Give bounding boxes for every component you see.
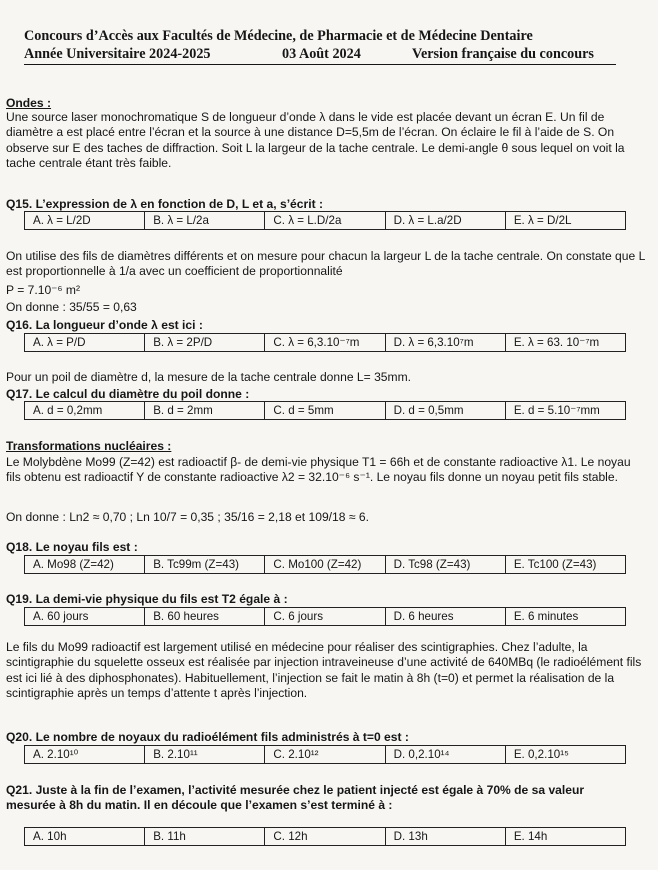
q15-option-d[interactable]: D. λ = L.a/2D — [386, 212, 506, 229]
ondes-paragraph-2: On utilise des fils de diamètres différents et on mesure pour chacun la largeur L de la tache centrale. On constate que L est proportionnelle à 1/a avec un coefficient de proportionnalité — [6, 249, 645, 279]
q17-options — [24, 401, 626, 420]
q17-option-a[interactable]: A. d = 0,2mm — [25, 402, 145, 419]
q15-option-b[interactable]: B. λ = L/2a — [145, 212, 265, 229]
question-q21: Q21. Juste à la fin de l’examen, l’activité mesurée chez le patient injecté est égale à 70% de sa valeur mesurée à 8h du matin. Il en découle que l’examen s’est terminé à : — [6, 783, 585, 813]
q21-option-d[interactable]: D. 13h — [386, 828, 506, 845]
ondes-paragraph-3: Pour un poil de diamètre d, la mesure de la tache centrale donne L= 35mm. — [6, 370, 412, 384]
q17-option-b[interactable]: B. d = 2mm — [145, 402, 265, 419]
q16-option-e[interactable]: E. λ = 63. 10⁻⁷m — [513, 336, 600, 349]
q21-options — [24, 827, 626, 846]
question-q19: Q19. La demi-vie physique du fils est T2 égale à : — [6, 592, 288, 606]
q18-option-c[interactable]: C. Mo100 (Z=42) — [265, 556, 385, 573]
q19-option-e[interactable]: E. 6 minutes — [513, 610, 579, 623]
nuclear-intro: Le Molybdène Mo99 (Z=42) est radioactif β- de demi-vie physique T1 = 66h et de constante radioactive λ1. Le noyau fils obtenu est radioactif Y de constante radioactive λ2 = 32.10⁻⁶ s⁻¹. Le noyau fils donne un noyau petit fils stable. — [6, 455, 631, 485]
question-q20: Q20. Le nombre de noyaux du radioélément fils administrés à t=0 est : — [6, 730, 409, 744]
q17-option-e[interactable]: E. d = 5.10⁻⁷mm — [513, 404, 600, 417]
q21-option-c[interactable]: C. 12h — [265, 828, 385, 845]
q20-option-e[interactable]: E. 0,2.10¹⁵ — [513, 748, 569, 761]
question-q18: Q18. Le noyau fils est : — [6, 540, 138, 554]
q19-option-d[interactable]: D. 6 heures — [386, 608, 506, 625]
q18-option-e[interactable]: E. Tc100 (Z=43) — [513, 558, 597, 571]
q17-option-d[interactable]: D. d = 0,5mm — [386, 402, 506, 419]
section-title-ondes: Ondes : — [6, 96, 52, 110]
q20-option-b[interactable]: B. 2.10¹¹ — [145, 746, 265, 763]
question-q17: Q17. Le calcul du diamètre du poil donne : — [6, 387, 250, 401]
q18-option-d[interactable]: D. Tc98 (Z=43) — [386, 556, 506, 573]
q21-option-e[interactable]: E. 14h — [513, 830, 548, 843]
proportionality-coefficient: P = 7.10⁻⁶ m² — [6, 283, 80, 297]
ondes-given-values: On donne : 35/55 = 0,63 — [6, 300, 137, 314]
header-title: Concours d’Accès aux Facultés de Médecine, de Pharmacie et de Médecine Dentaire — [24, 28, 533, 44]
question-q16: Q16. La longueur d’onde λ est ici : — [6, 318, 203, 332]
q20-option-a[interactable]: A. 2.10¹⁰ — [25, 746, 145, 763]
q16-option-a[interactable]: A. λ = P/D — [25, 334, 145, 351]
q18-option-b[interactable]: B. Tc99m (Z=43) — [145, 556, 265, 573]
q15-options — [24, 211, 626, 230]
academic-year: Année Universitaire 2024-2025 — [24, 46, 211, 62]
q17-option-c[interactable]: C. d = 5mm — [265, 402, 385, 419]
q19-option-c[interactable]: C. 6 jours — [265, 608, 385, 625]
q21-option-a[interactable]: A. 10h — [25, 828, 145, 845]
q19-option-b[interactable]: B. 60 heures — [145, 608, 265, 625]
q19-options — [24, 607, 626, 626]
q16-option-b[interactable]: B. λ = 2P/D — [145, 334, 265, 351]
q15-option-e[interactable]: E. λ = D/2L — [513, 214, 572, 227]
q18-option-a[interactable]: A. Mo98 (Z=42) — [25, 556, 145, 573]
q18-options — [24, 555, 626, 574]
ondes-intro: Une source laser monochromatique S de longueur d’onde λ dans le vide est placée devant un écran E. Un fil de diamètre a est placé entre l’écran et la source à une distance D=5,5m de l’écran. On éclaire le fil à l’aide de S. On observe sur E des taches de diffraction. Soit L la largeur de la tache centrale. Le demi-angle θ sous lequel on voit la tache centrale étant très faible. — [6, 110, 625, 171]
q15-option-a[interactable]: A. λ = L/2D — [25, 212, 145, 229]
question-q15: Q15. L’expression de λ en fonction de D, L et a, s’écrit : — [6, 197, 323, 211]
header-subtitle — [24, 46, 616, 65]
q20-option-c[interactable]: C. 2.10¹² — [265, 746, 385, 763]
nuclear-paragraph-2: Le fils du Mo99 radioactif est largement utilisé en médecine pour réaliser des scintigraphies. Chez l’adulte, la scintigraphie du squelette osseux est réalisée par injection intraveineuse d’une activité de 640MBq (le radioélément fils est ici lié à des diphosphonates). Habituellement, l’injection se fait le matin à 8h (t=0) et permet la réalisation de la scintigraphie après un temps d’attente t après l’injection. — [6, 640, 642, 701]
q15-option-c[interactable]: C. λ = L.D/2a — [265, 212, 385, 229]
q20-options — [24, 745, 626, 764]
version-label: Version française du concours — [412, 46, 594, 62]
q19-option-a[interactable]: A. 60 jours — [25, 608, 145, 625]
section-title-nuclear: Transformations nucléaires : — [6, 439, 172, 453]
q16-options — [24, 333, 626, 352]
q16-option-c[interactable]: C. λ = 6,3.10⁻⁷m — [265, 334, 385, 351]
q20-option-d[interactable]: D. 0,2.10¹⁴ — [386, 746, 506, 763]
q16-option-d[interactable]: D. λ = 6,3.10⁷m — [386, 334, 506, 351]
nuclear-given-values: On donne : Ln2 ≈ 0,70 ; Ln 10/7 = 0,35 ; 35/16 = 2,18 et 109/18 ≈ 6. — [6, 510, 369, 524]
exam-date: 03 Août 2024 — [282, 46, 361, 62]
q21-option-b[interactable]: B. 11h — [145, 828, 265, 845]
